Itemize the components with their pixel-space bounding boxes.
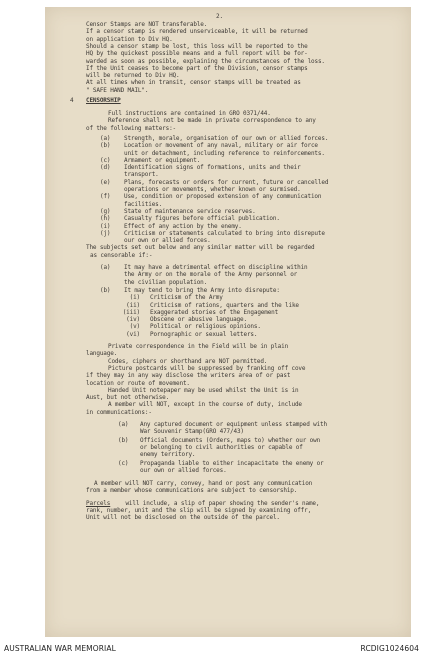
sub-item-text: Pornographic or sexual letters. — [150, 330, 258, 338]
list-item-text: Plans, forecasts or orders for current, future or cancelled — [124, 178, 329, 186]
list-item-label: (g) — [100, 207, 111, 215]
list-item-label: (j) — [100, 229, 111, 237]
condition-text: the civilian population. — [124, 278, 208, 286]
correspondence-line: Picture postcards will be suppressed by franking off cove — [108, 364, 306, 372]
parcels-line: Unit will not be disclosed on the outside of the parcel. — [86, 514, 280, 522]
list-item-text: transport. — [124, 171, 159, 179]
include-item-label: (a) — [118, 421, 129, 428]
list-item-text: Identification signs of formations, units and their — [124, 164, 301, 172]
list-item-label: (d) — [100, 164, 111, 172]
list-item-text: Armament or equipment. — [124, 156, 201, 164]
stamp-text-line: At all times when in transit, censor stamps will be treated as — [86, 79, 301, 87]
list-item-text: Location or movement of any naval, military or air force — [124, 142, 318, 150]
correspondence-line: in communications:- — [86, 408, 152, 416]
stamp-text-line: If a censor stamp is rendered unserviceable, it will be returned — [86, 28, 308, 36]
include-item-label: (b) — [118, 436, 129, 444]
section-number: 4 — [70, 97, 74, 104]
sub-item-label: (v) — [129, 323, 140, 331]
list-item-text: Strength, morale, organisation of our own or allied forces. — [124, 134, 329, 142]
include-item-text: War Souvenir Stamp(GRO 477/43) — [140, 428, 244, 436]
stamp-text-line: " SAFE HAND MAIL". — [86, 86, 149, 94]
stamp-text-line: warded as soon as possible, explaining the circumstances of the loss. — [86, 57, 325, 65]
condition-text: It may have a detrimental effect on discipline within — [124, 264, 308, 271]
list-item-label: (f) — [100, 193, 111, 201]
carry-line: A member will NOT carry, convey, hand or post any communication — [94, 480, 313, 488]
correspondence-line: Aust, but not otherwise. — [86, 394, 170, 402]
sub-item-text: Exaggerated stories of the Engagement — [150, 308, 279, 316]
instructions-line: Full instructions are contained in GRO 0371/44. — [108, 110, 271, 117]
include-item-text: Any captured document or equipment unless stamped with — [140, 421, 327, 428]
list-item-label: (i) — [100, 222, 111, 230]
sub-item-label: (vi) — [126, 330, 140, 338]
list-item-text: unit or detachment, including reference to reinforcements. — [124, 149, 325, 157]
correspondence-line: if they may in any way disclose the writers area of or past — [86, 372, 291, 380]
correspondence-line: Handed Unit notepaper may be used whilst the Unit is in — [108, 386, 299, 394]
subjects-line: The subjects set out below and any similar matter will be regarded — [86, 244, 315, 252]
carry-line: from a member whose communications are subject to censorship. — [86, 487, 298, 495]
list-item-label: (h) — [100, 215, 111, 223]
stamp-text-line: will be returned to Div HQ. — [86, 72, 180, 80]
sub-item-text: Criticism of the Army — [150, 294, 223, 302]
stamp-text-line: HQ by the quickest possible means and a full report will be for- — [86, 50, 308, 58]
parcels-heading: Parcels — [86, 499, 111, 507]
parcels-line: rank, number, unit and the slip will be signed by examining offr, — [86, 507, 312, 514]
footer-id: RCDIG1024604 — [360, 644, 419, 653]
include-item-text: Propaganda liable to either incapacitate the enemy or — [140, 459, 324, 467]
list-item-text: operations or movements, whether known or surmised. — [124, 186, 301, 193]
condition-text: It may tend to bring the Army into disrepute: — [124, 286, 280, 294]
stamp-text-line: on application to Div HQ. — [86, 35, 173, 43]
sub-item-label: (ii) — [126, 301, 140, 309]
list-item-text: Effect of any action by the enemy. — [124, 222, 242, 230]
stamp-text-line: Censor Stamps are NOT transferable. — [86, 21, 208, 28]
correspondence-line: Private correspondence in the Field will be in plain — [108, 343, 289, 350]
subjects-line: as censorable if:- — [90, 251, 153, 259]
sub-item-text: Political or religious opinions. — [150, 323, 261, 331]
include-item-text: Official documents (Orders, maps to) whether our own — [140, 436, 321, 444]
correspondence-line: language. — [86, 350, 118, 358]
include-item-text: our own or allied forces. — [140, 466, 227, 474]
list-item-label: (a) — [100, 134, 111, 142]
correspondence-line: location or route of movement. — [86, 379, 190, 387]
list-item-text: our own or allied forces. — [124, 237, 211, 245]
list-item-text: Casualty figures before official publication. — [124, 215, 280, 223]
sub-item-text: Obscene or abusive language. — [150, 316, 247, 324]
page-number: 2. — [216, 13, 223, 20]
condition-label: (b) — [100, 286, 111, 294]
instructions-line: of the following matters:- — [86, 124, 177, 132]
condition-text: the Army or on the morale of the Army personnel or — [124, 271, 298, 279]
stamp-text-line: Should a censor stamp be lost, this loss will be reported to the — [86, 42, 308, 50]
stamp-text-line: If the Unit ceases to become part of the Division, censor stamps — [86, 64, 308, 72]
list-item-text: Use, condition or proposed extension of any communication — [124, 193, 322, 201]
condition-label: (a) — [100, 264, 111, 271]
parcels-text: will include, a slip of paper showing the sender's name, — [122, 499, 320, 507]
sub-item-label: (i) — [129, 294, 140, 302]
include-item-label: (c) — [118, 459, 129, 467]
correspondence-line: A member will NOT, except in the course of duty, include — [108, 401, 302, 409]
instructions-line: Reference shall not be made in private correspondence to any — [108, 117, 316, 125]
list-item-text: State of maintenance service reserves. — [124, 207, 256, 215]
sub-item-label: (iv) — [126, 316, 140, 324]
footer-source: AUSTRALIAN WAR MEMORIAL — [4, 644, 116, 653]
section-title: CENSORSHIP — [86, 97, 121, 104]
list-item-label: (c) — [100, 156, 111, 164]
include-item-text: enemy territory. — [140, 451, 196, 459]
list-item-label: (b) — [100, 142, 111, 150]
sub-item-label: (iii) — [122, 308, 140, 316]
include-item-text: or belonging to civil authorities or capable of — [140, 443, 303, 451]
list-item-text: facilities. — [124, 200, 163, 208]
sub-item-text: Criticism of rations, quarters and the like — [150, 301, 299, 309]
list-item-text: Criticism or statements calculated to bring into disrepute — [124, 229, 325, 237]
correspondence-line: Codes, ciphers or shorthand are NOT permitted. — [108, 357, 268, 365]
list-item-label: (e) — [100, 178, 111, 186]
